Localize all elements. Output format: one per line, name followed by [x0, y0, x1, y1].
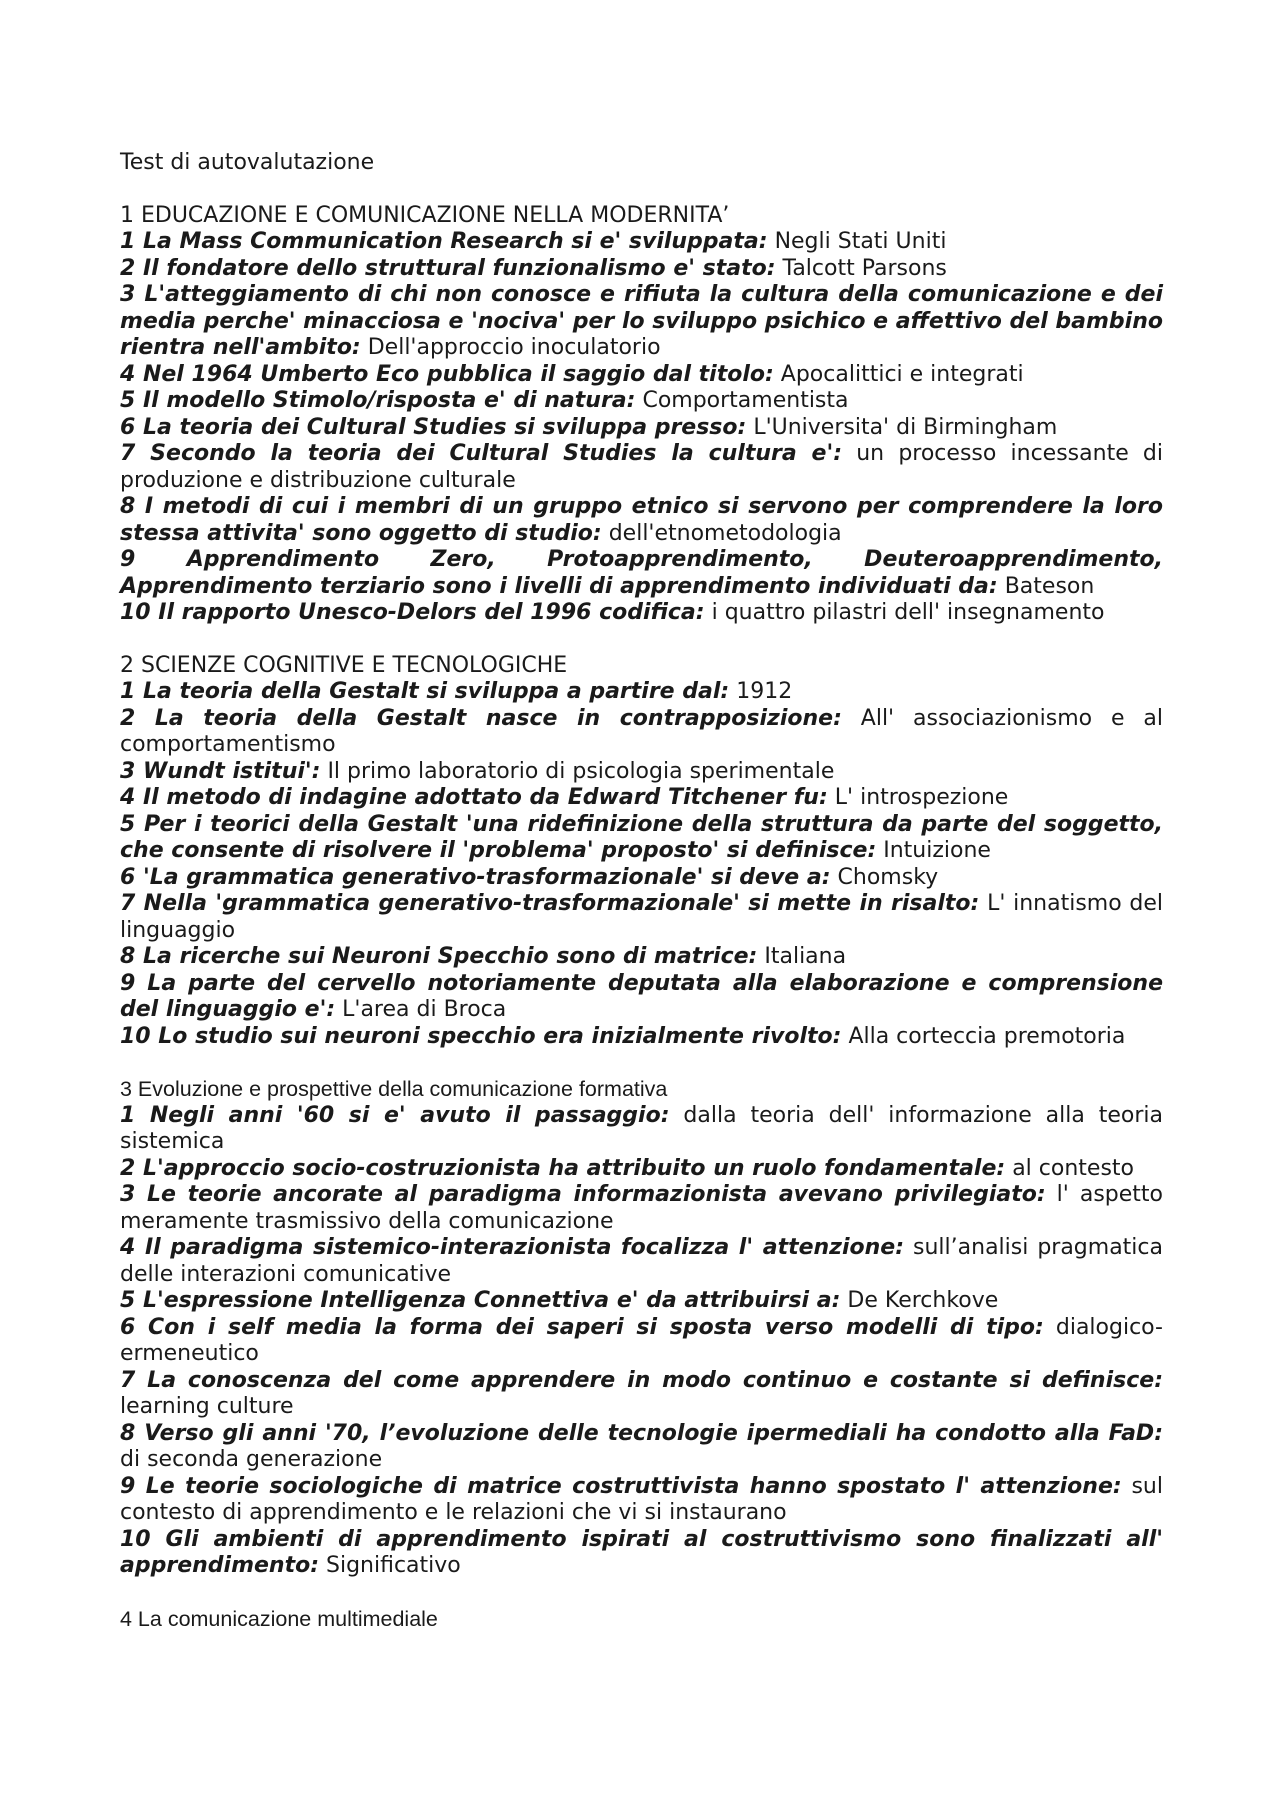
- question-item: [120, 1421, 1163, 1474]
- section-heading: 1 EDUCAZIONE E COMUNICAZIONE NELLA MODERNITA’: [120, 202, 730, 228]
- answer-text: sul contesto di apprendimento e le relazioni che vi si instaurano: [120, 1473, 1163, 1525]
- answer-text: De Kerchkove: [847, 1288, 999, 1313]
- answer-text: al contesto: [1012, 1155, 1134, 1181]
- question-text: 6 'La grammatica generativo-trasformazionale' si deve a:: [120, 864, 831, 890]
- answer-text: Comportamentista: [642, 388, 849, 413]
- answer-text: Il primo laboratorio di psicologia sperimentale: [327, 758, 835, 784]
- question-item: [120, 388, 1163, 415]
- question-item: [120, 1288, 1163, 1315]
- question-item: [120, 494, 1163, 547]
- question-item: [120, 944, 1163, 971]
- answer-text: i quattro pilastri dell' insegnamento: [711, 600, 1105, 625]
- question-item: [120, 256, 1163, 283]
- question-item: [120, 547, 1163, 600]
- answer-text: Apocalittici e integrati: [780, 361, 1024, 387]
- answer-text: Intuizione: [883, 838, 991, 863]
- section-heading: 4 La comunicazione multimediale: [120, 1606, 438, 1631]
- question-text: 1 La teoria della Gestalt si sviluppa a partire dal:: [120, 679, 730, 704]
- document-body: [120, 150, 1163, 1658]
- question-text: 7 Secondo la teoria dei Cultural Studies la cultura e':: [120, 441, 843, 466]
- answer-text: All' associazionismo e al comportamentismo: [120, 705, 1164, 757]
- question-text: 6 La teoria dei Cultural Studies si sviluppa presso:: [120, 414, 747, 440]
- question-item: [120, 1474, 1163, 1527]
- section-heading: 2 SCIENZE COGNITIVE E TECNOLOGICHE: [120, 652, 568, 678]
- answer-text: learning culture: [120, 1394, 294, 1419]
- question-item: [120, 759, 1163, 786]
- question-text: 4 Il paradigma sistemico-interazionista focalizza l' attenzione:: [120, 1235, 905, 1260]
- question-item: [120, 282, 1163, 362]
- question-text: 6 Con i self media la forma dei saperi si sposta verso modelli di tipo:: [120, 1314, 1044, 1340]
- answer-text: 1912: [736, 679, 793, 704]
- question-text: 5 Il modello Stimolo/risposta e' di natura:: [120, 388, 636, 413]
- question-item: [120, 415, 1163, 442]
- question-item: [120, 1368, 1163, 1421]
- section-3: [120, 1076, 1163, 1580]
- question-item: [120, 706, 1163, 759]
- question-text: 3 Wundt istitui':: [120, 758, 321, 784]
- answer-text: L'Universita' di Birmingham: [753, 414, 1058, 440]
- sections-container: [120, 203, 1163, 1633]
- section-heading: 3 Evoluzione e prospettive della comunicazione formativa: [120, 1077, 668, 1101]
- answer-text: l' aspetto meramente trasmissivo della comunicazione: [120, 1182, 1164, 1234]
- question-item: [120, 441, 1163, 494]
- answer-text: L'area di Broca: [342, 997, 507, 1022]
- question-item: [120, 600, 1163, 627]
- question-text: 7 La conoscenza del come apprendere in modo continuo e costante si definisce:: [120, 1367, 1163, 1393]
- question-item: [120, 891, 1163, 944]
- question-item: [120, 1527, 1163, 1580]
- answer-text: dalla teoria dell' informazione alla teoria sistemica: [120, 1102, 1163, 1154]
- question-item: [120, 679, 1163, 706]
- question-text: 10 Lo studio sui neuroni specchio era inizialmente rivolto:: [120, 1023, 842, 1049]
- question-text: 2 Il fondatore dello struttural funzionalismo e' stato:: [120, 255, 776, 281]
- answer-text: Italiana: [764, 944, 847, 969]
- document-title: Test di autovalutazione: [120, 150, 375, 175]
- question-item: [120, 1235, 1163, 1288]
- question-text: 9 La parte del cervello notoriamente deputata alla elaborazione e comprensione del linguaggio e':: [120, 970, 1163, 1022]
- question-text: 7 Nella 'grammatica generativo-trasformazionale' si mette in risalto:: [120, 891, 980, 916]
- question-text: 8 I metodi di cui i membri di un gruppo etnico si servono per comprendere la loro stessa attivita' sono oggetto di studio:: [120, 494, 1163, 546]
- question-text: 9 Le teorie sociologiche di matrice costruttivista hanno spostato l' attenzione:: [120, 1473, 1122, 1499]
- question-text: 2 L'approccio socio-costruzionista ha attribuito un ruolo fondamentale:: [120, 1155, 1006, 1181]
- answer-text: Bateson: [1004, 573, 1095, 599]
- answer-text: Talcott Parsons: [782, 255, 947, 281]
- question-item: [120, 1315, 1163, 1368]
- question-item: [120, 229, 1163, 256]
- question-item: [120, 971, 1163, 1024]
- answer-text: Dell'approccio inoculatorio: [367, 335, 661, 360]
- answer-text: Negli Stati Uniti: [774, 229, 947, 254]
- question-text: 1 Negli anni '60 si e' avuto il passaggio:: [120, 1102, 670, 1128]
- answer-text: L' innatismo del linguaggio: [120, 891, 1163, 943]
- question-item: [120, 785, 1163, 812]
- question-text: 10 Il rapporto Unesco-Delors del 1996 codifica:: [120, 600, 705, 625]
- answer-text: Alla corteccia premotoria: [848, 1023, 1126, 1049]
- question-text: 4 Nel 1964 Umberto Eco pubblica il saggio dal titolo:: [120, 361, 774, 387]
- question-text: 8 Verso gli anni '70, l’evoluzione delle tecnologie ipermediali ha condotto alla FaD:: [120, 1420, 1163, 1446]
- question-item: [120, 1024, 1163, 1051]
- question-text: 10 Gli ambienti di apprendimento ispirati al costruttivismo sono finalizzati all' apprendimento:: [120, 1526, 1163, 1578]
- question-item: [120, 362, 1163, 389]
- answer-text: Significativo: [326, 1553, 461, 1578]
- answer-text: un processo incessante di produzione e distribuzione culturale: [120, 441, 1164, 493]
- question-item: [120, 812, 1163, 865]
- question-text: 2 La teoria della Gestalt nasce in contrapposizione:: [120, 705, 842, 731]
- answer-text: Chomsky: [837, 864, 939, 890]
- question-text: 8 La ricerche sui Neuroni Specchio sono di matrice:: [120, 944, 758, 969]
- question-text: 5 L'espressione Intelligenza Connettiva e' da attribuirsi a:: [120, 1288, 841, 1313]
- answer-text: sull’analisi pragmatica delle interazioni comunicative: [120, 1235, 1163, 1287]
- answer-text: di seconda generazione: [120, 1447, 383, 1472]
- answer-text: L' introspezione: [834, 785, 1009, 810]
- question-item: [120, 1103, 1163, 1156]
- question-item: [120, 865, 1163, 892]
- section-4: [120, 1606, 1163, 1633]
- question-text: 4 Il metodo di indagine adottato da Edward Titchener fu:: [120, 785, 828, 810]
- question-item: [120, 1182, 1163, 1235]
- answer-text: dell'etnometodologia: [608, 520, 842, 546]
- question-text: 3 Le teorie ancorate al paradigma informazionista avevano privilegiato:: [120, 1182, 1046, 1207]
- section-2: [120, 653, 1163, 1051]
- question-text: 1 La Mass Communication Research si e' sviluppata:: [120, 229, 768, 254]
- answer-text: dialogico-ermeneutico: [120, 1314, 1163, 1366]
- question-text: 5 Per i teorici della Gestalt 'una ridefinizione della struttura da parte del soggetto, che consente di risolvere il 'problema' proposto' si definisce:: [120, 811, 1163, 863]
- question-text: 3 L'atteggiamento di chi non conosce e rifiuta la cultura della comunicazione e dei media perche' minacciosa e 'nociva' per lo sviluppo psichico e affettivo del bambino rientra nell'ambito:: [120, 282, 1163, 360]
- question-text: 9 Apprendimento Zero, Protoapprendimento, Deuteroapprendimento, Apprendimento terziario sono i livelli di apprendimento individuati da:: [120, 547, 1163, 599]
- question-item: [120, 1156, 1163, 1183]
- section-1: [120, 203, 1163, 627]
